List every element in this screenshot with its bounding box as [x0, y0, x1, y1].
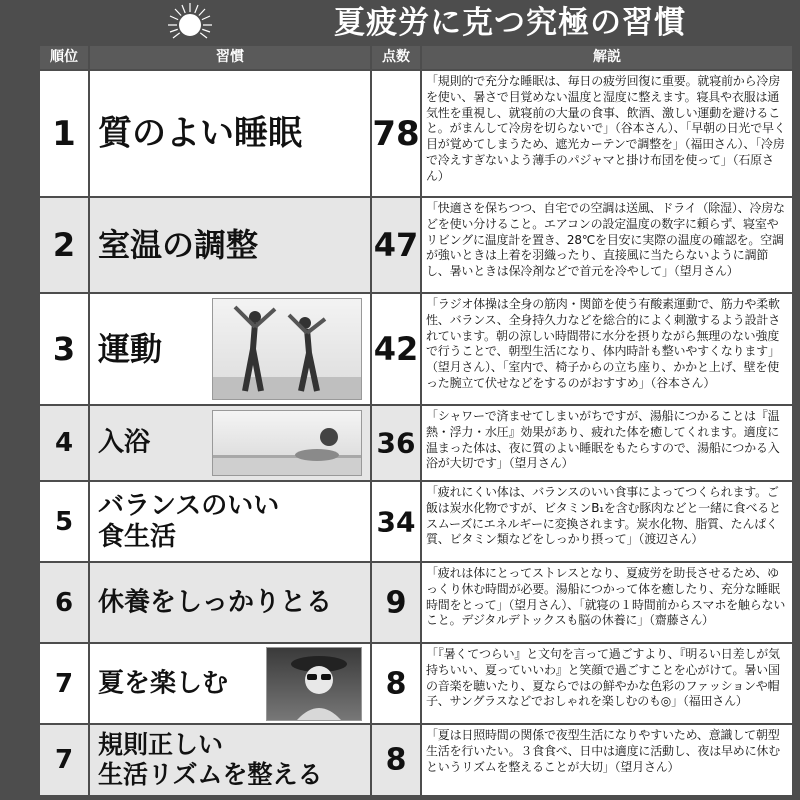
woman-sunglasses-icon [267, 648, 361, 720]
habit-label: 入浴 [98, 427, 151, 458]
score-value: 8 [385, 666, 407, 701]
rank-label: 4 [54, 428, 74, 458]
table-row [40, 406, 792, 480]
description-text: 「疲れにくい体は、バランスのいい食事によってつくられます。ご飯は炭水化物ですが、ビタミンB₁を含む豚肉などと一緒に食べるとスムーズにエネルギーに変換されます。炭水化物、脂質、たんぱく質、ビタミン類などをしっかり摂って」（渡辺さん） [426, 485, 781, 547]
score-value: 8 [385, 742, 407, 778]
column-header-description: 解説 [422, 46, 792, 69]
description-text: 「『暑くてつらい』と文句を言って過ごすより、『明るい日差しが気持ちいい、夏っていいわ』と笑顔で過ごすことを心がけて。暑い国の音楽を聴いたり、夏ならではの鮮やかな色彩のファッションや帽子、サングラスなどでおしゃれを楽しむのも◎」（福田さん） [426, 647, 780, 709]
description-text: 「疲れは体にとってストレスとなり、夏疲労を助長させるため、ゆっくり休む時間が必要。湯船につかって体を癒したり、充分な睡眠時間をとって」（望月さん）、「就寝の１時間前からスマホを触らないこと。デジタルデトックスも脳の休養に」（齋藤さん） [426, 566, 786, 628]
habit-label: 室温の調整 [98, 225, 259, 264]
score-value: 36 [376, 426, 416, 460]
table-row [40, 294, 792, 404]
habit-label-line1: 規則正しい [98, 730, 224, 759]
table-header [40, 46, 800, 69]
bath-photo [212, 410, 362, 476]
score-value: 78 [372, 113, 420, 154]
column-header-habit: 習慣 [90, 46, 370, 69]
rank-label: 7 [54, 745, 74, 775]
column-header-score: 点数 [372, 46, 420, 69]
sun-icon [152, 2, 228, 48]
score-value: 9 [385, 585, 407, 620]
table-row [40, 644, 792, 723]
habit-label [98, 490, 279, 552]
page-title: 夏疲労に克つ究極の習慣 [334, 5, 686, 41]
table-row [40, 725, 792, 795]
exercising-people-icon [213, 299, 361, 399]
rank-label: 7 [54, 668, 74, 699]
rank-label: 5 [54, 506, 74, 537]
table-row [40, 71, 792, 196]
habit-label-line1: バランスのいい [98, 490, 280, 521]
score-value: 47 [373, 226, 419, 264]
habit-label: 夏を楽しむ [98, 667, 229, 698]
rank-label: 2 [52, 226, 76, 264]
rank-label: 3 [52, 330, 76, 368]
table-row [40, 198, 792, 292]
description-text: 「夏は日照時間の関係で夜型生活になりやすいため、意識して朝型生活を行いたい。３食食べ、日中は適度に活動し、夜は早めに休むというリズムを整えることが大切」（望月さん） [426, 728, 781, 774]
bathing-woman-icon [213, 411, 361, 475]
exercise-photo [212, 298, 362, 400]
score-value: 34 [376, 505, 416, 538]
description-text: 「規則的で充分な睡眠は、毎日の疲労回復に重要。就寝前から冷房を使い、暑さで目覚めない温度と湿度に整えます。寝具や衣服は通気性を重視し、就寝前の大量の食事、飲酒、激しい運動を避けること。がまんして冷房を切らないで」（谷本さん）、「早朝の日光で早く目が覚めてしまうため、遮光カーテンで調整を」（福田さん）、「冷房で冷えすぎないよう薄手のパジャマと掛け布団を使って」（石原さん） [426, 74, 786, 183]
habit-label-line2: 生活リズムを整える [98, 760, 323, 789]
habit-label: 質のよい睡眠 [98, 113, 302, 154]
habit-label-line2: 食生活 [98, 521, 177, 552]
rank-label: 1 [52, 113, 76, 154]
habit-label [98, 730, 323, 790]
habit-label: 運動 [98, 329, 163, 368]
score-value: 42 [373, 330, 419, 368]
table-row [40, 482, 792, 561]
column-header-rank: 順位 [40, 46, 88, 69]
habit-label: 休養をしっかりとる [98, 586, 333, 617]
description-text: 「快適さを保ちつつ、自宅での空調は送風、ドライ（除湿）、冷房などを使い分けること。エアコンの設定温度の数字に頼らず、寝室やリビングに温度計を置き、28℃を目安に実際の温度の確認を。空調が強いときは上着を羽織ったり、直接風に当たらないように調節し、暑いときは保冷剤などで首元を冷やして」（望月さん） [426, 201, 785, 279]
title-bar [40, 0, 800, 46]
table-row [40, 563, 792, 642]
description-text: 「シャワーで済ませてしまいがちですが、湯船につかることは『温熱・浮力・水圧』効果があり、疲れた体を癒してくれます。適度に温まった体は、夜に質のよい睡眠をもたらすので、湯船につかる入浴が大切です」（望月さん） [426, 409, 780, 471]
summer-fashion-photo [266, 647, 362, 721]
rank-label: 6 [54, 587, 74, 618]
description-text: 「ラジオ体操は全身の筋肉・関節を使う有酸素運動で、筋力や柔軟性、バランス、全身持久力などを総合的によく刺激するよう設計されています。朝の涼しい時間帯に水分を摂りながら無理のない強度で行うことで、朝型生活になり、体内時計も整いやすくなります」（望月さん）、「室内で、椅子からの立ち座り、かかと上げ、壁を使った腕立て伏せなどをするのがおすすめ」（谷本さん） [426, 297, 781, 390]
